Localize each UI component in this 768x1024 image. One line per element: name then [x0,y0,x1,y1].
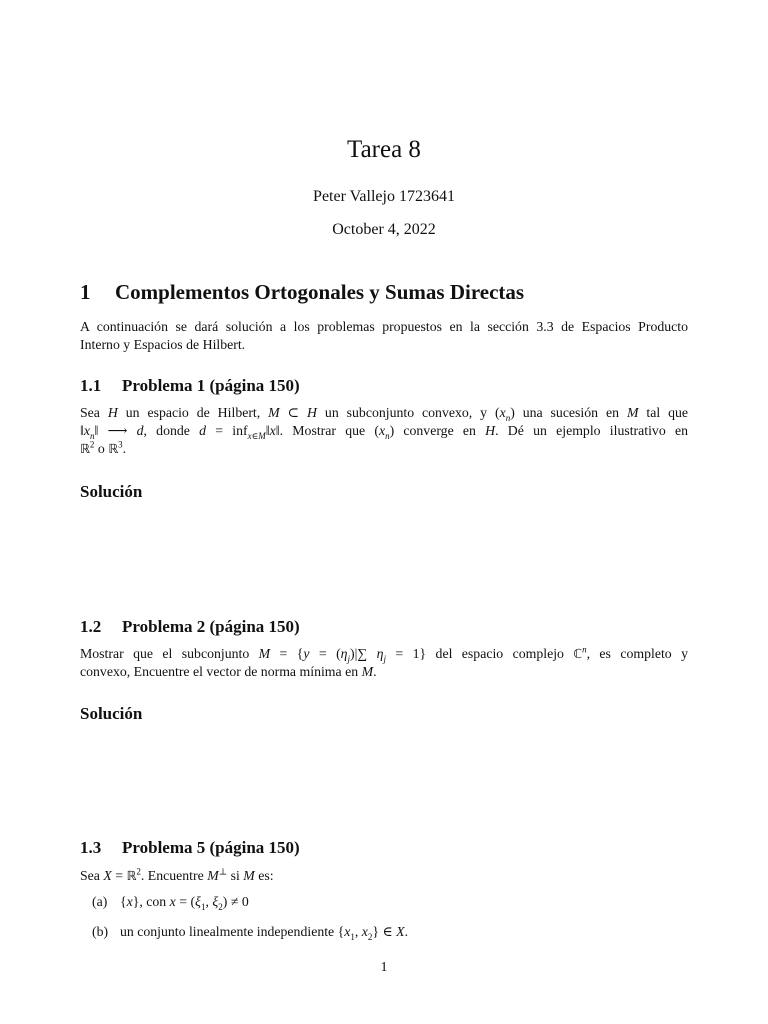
section-intro [80,318,688,354]
problem-statement [80,404,688,458]
subsection-heading [80,376,300,396]
list-item-label: (b) [92,924,109,939]
document-title: Tarea 8 [347,136,421,163]
solution-heading: Solución [80,482,143,501]
page-number: 1 [380,960,388,975]
problem-statement [80,645,688,681]
section-title: Complementos Ortogonales y Sumas Directas [115,280,525,304]
subsection-heading [80,838,300,858]
problem-line: Sea X = ℝ$^2$. Encuentre M⊥ si M es: [80,866,274,883]
list-item-text: {x}, con $x = (\xi_1$, $\xi_2) \ne 0$ [120,894,249,912]
list-item-label: (a) [92,894,108,909]
document-date: October 4, 2022 [332,221,436,238]
problem-line: Mostrar que el subconjunto $M = \{y = (\eta_j)|\sum$ $\eta_j = 1$} del espacio complejo ℂ$^n$, es completo y [80,644,688,664]
solution-heading: Solución [80,704,143,723]
subsection-number: 1.1 [80,376,102,395]
subsection-heading [80,617,300,637]
subsection-number: 1.3 [80,838,102,857]
section-heading [80,280,524,305]
problem-statement [80,867,688,885]
subsection-title: Problema 2 (página 150) [122,617,300,636]
intro-line: Interno y Espacios de Hilbert. [80,337,246,352]
list-item [92,924,408,940]
problem-line: ℝ$^2$ o ℝ$^3$. [80,439,127,456]
intro-line: A continuación se dará solución a los problemas propuestos en la sección 3.3 de Espacios Producto [80,319,688,334]
document-author: Peter Vallejo 1723641 [313,188,455,205]
list-item-text: un conjunto linealmente independiente {$x_1$, $x_2$} ∈ X. [120,924,409,942]
problem-line: convexo, Encuentre el vector de norma mínima en M. [80,664,377,679]
list-item [92,894,249,910]
problem-line: Sea H un espacio de Hilbert, M ⊂ H un subconjunto convexo, y $(x_n)$ una sucesión en M tal que [80,405,688,423]
problem-line: $‖x_n‖$ ⟶ d, donde d = inf$_{x\in M}$‖x‖. Mostrar que $(x_n)$ converge en H. Dé un ejemplo ilustrativo en [80,423,688,441]
subsection-title: Problema 1 (página 150) [122,376,300,395]
subsection-number: 1.2 [80,617,102,636]
subsection-title: Problema 5 (página 150) [122,838,300,857]
section-number: 1 [80,280,91,304]
